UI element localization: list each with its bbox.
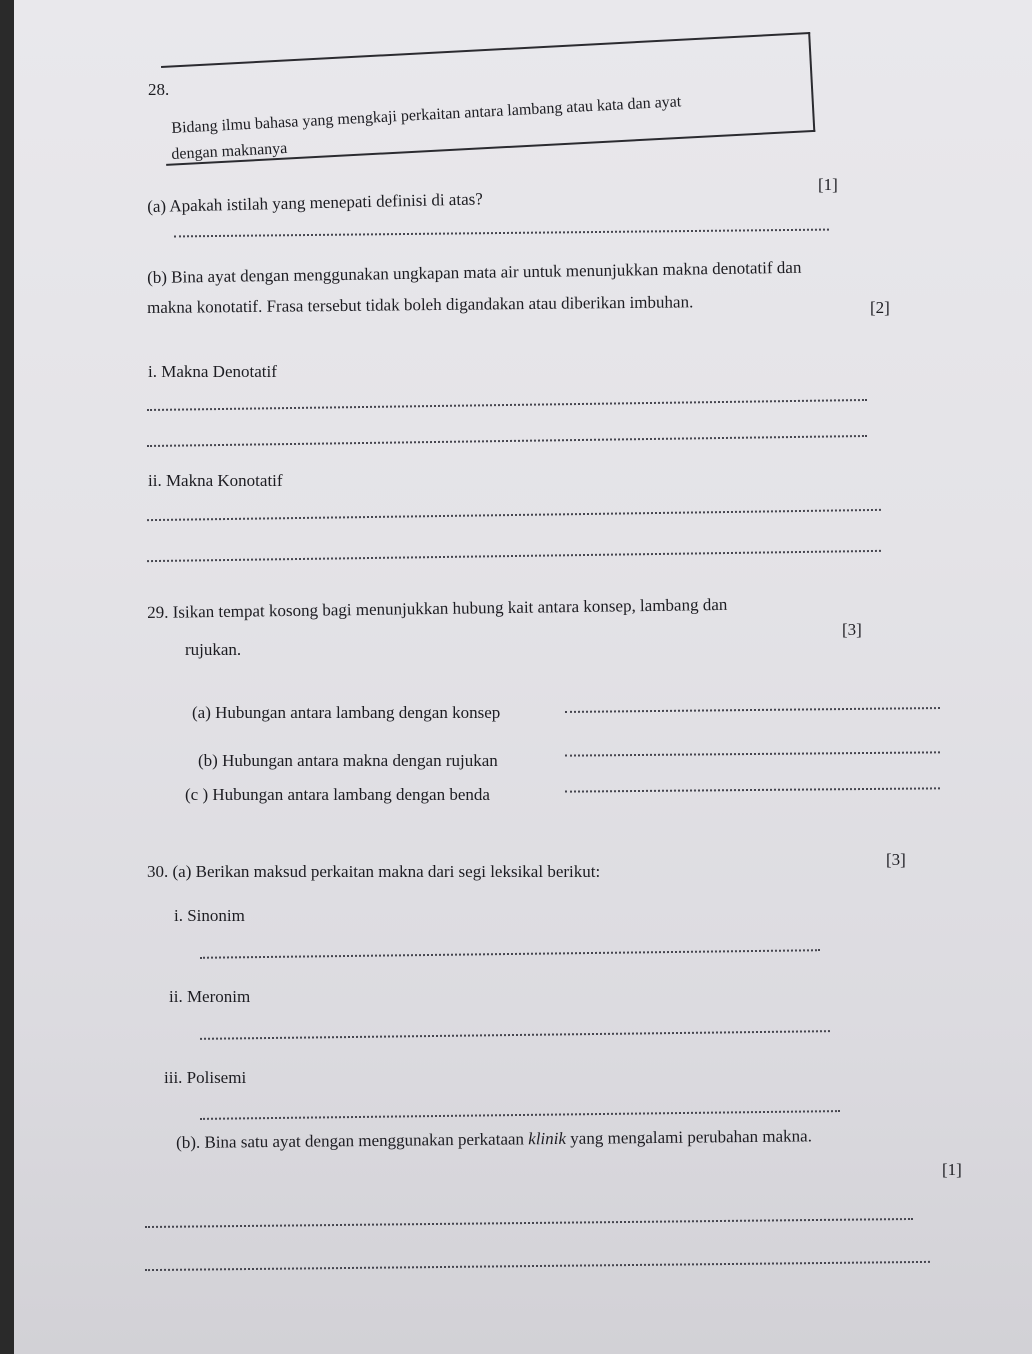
- q28b-item-denotatif: i. Makna Denotatif: [148, 362, 277, 381]
- q30a-item-polisemi: iii. Polisemi: [164, 1068, 247, 1087]
- denotatif-answer-line-2[interactable]: [147, 435, 867, 447]
- q29c-answer-line[interactable]: [565, 787, 940, 792]
- q29-question-line-1: 29. Isikan tempat kosong bagi menunjukkan hubung kait antara konsep, lambang dan: [147, 594, 728, 622]
- q29a-answer-line[interactable]: [565, 707, 940, 713]
- konotatif-answer-line-1[interactable]: [147, 509, 881, 521]
- q30b-marks: [1]: [942, 1160, 962, 1179]
- konotatif-answer-line-2[interactable]: [147, 550, 881, 562]
- q30b-answer-line-2[interactable]: [145, 1261, 930, 1271]
- denotatif-answer-line-1[interactable]: [147, 399, 867, 411]
- polisemi-answer-line[interactable]: [200, 1110, 840, 1120]
- q29-item-b: (b) Hubungan antara makna dengan rujukan: [198, 751, 498, 770]
- q28a-answer-line[interactable]: [174, 229, 829, 238]
- q28b-question-line-1: (b) Bina ayat dengan menggunakan ungkapan mata air untuk menunjukkan makna denotatif dan: [147, 257, 802, 287]
- q28-number: 28.: [148, 80, 170, 99]
- q28a-question: (a) Apakah istilah yang menepati definisi di atas?: [147, 189, 484, 216]
- q28a-marks: [1]: [818, 175, 838, 194]
- klinik-word: klinik: [528, 1128, 567, 1149]
- q29-marks: [3]: [842, 620, 862, 639]
- q29-item-c: (c ) Hubungan antara lambang dengan benda: [185, 785, 490, 804]
- q30a-item-sinonim: i. Sinonim: [174, 906, 245, 925]
- q30b-answer-line-1[interactable]: [145, 1218, 913, 1228]
- q28b-question-line-2: makna konotatif. Frasa tersebut tidak boleh digandakan atau diberikan imbuhan.: [147, 292, 694, 317]
- q30a-marks: [3]: [886, 850, 906, 869]
- q29-item-a: (a) Hubungan antara lambang dengan konsep: [192, 703, 501, 722]
- meronim-answer-line[interactable]: [200, 1030, 830, 1040]
- q29-question-line-2: rujukan.: [185, 640, 242, 659]
- definition-line-2: dengan maknanya: [171, 139, 288, 163]
- q29b-answer-line[interactable]: [565, 751, 940, 756]
- definition-line-1: Bidang ilmu bahasa yang mengkaji perkaitan antara lambang atau kata dan ayat: [171, 93, 682, 137]
- worksheet-page: [14, 0, 1032, 1354]
- q28b-item-konotatif: ii. Makna Konotatif: [148, 471, 283, 490]
- q30a-question: 30. (a) Berikan maksud perkaitan makna dari segi leksikal berikut:: [147, 862, 601, 881]
- q28b-marks: [2]: [870, 298, 890, 317]
- sinonim-answer-line[interactable]: [200, 949, 820, 959]
- q30a-item-meronim: ii. Meronim: [169, 987, 251, 1006]
- q30b-question: (b). Bina satu ayat dengan menggunakan perkataan klinik yang mengalami perubahan makna.: [176, 1126, 813, 1152]
